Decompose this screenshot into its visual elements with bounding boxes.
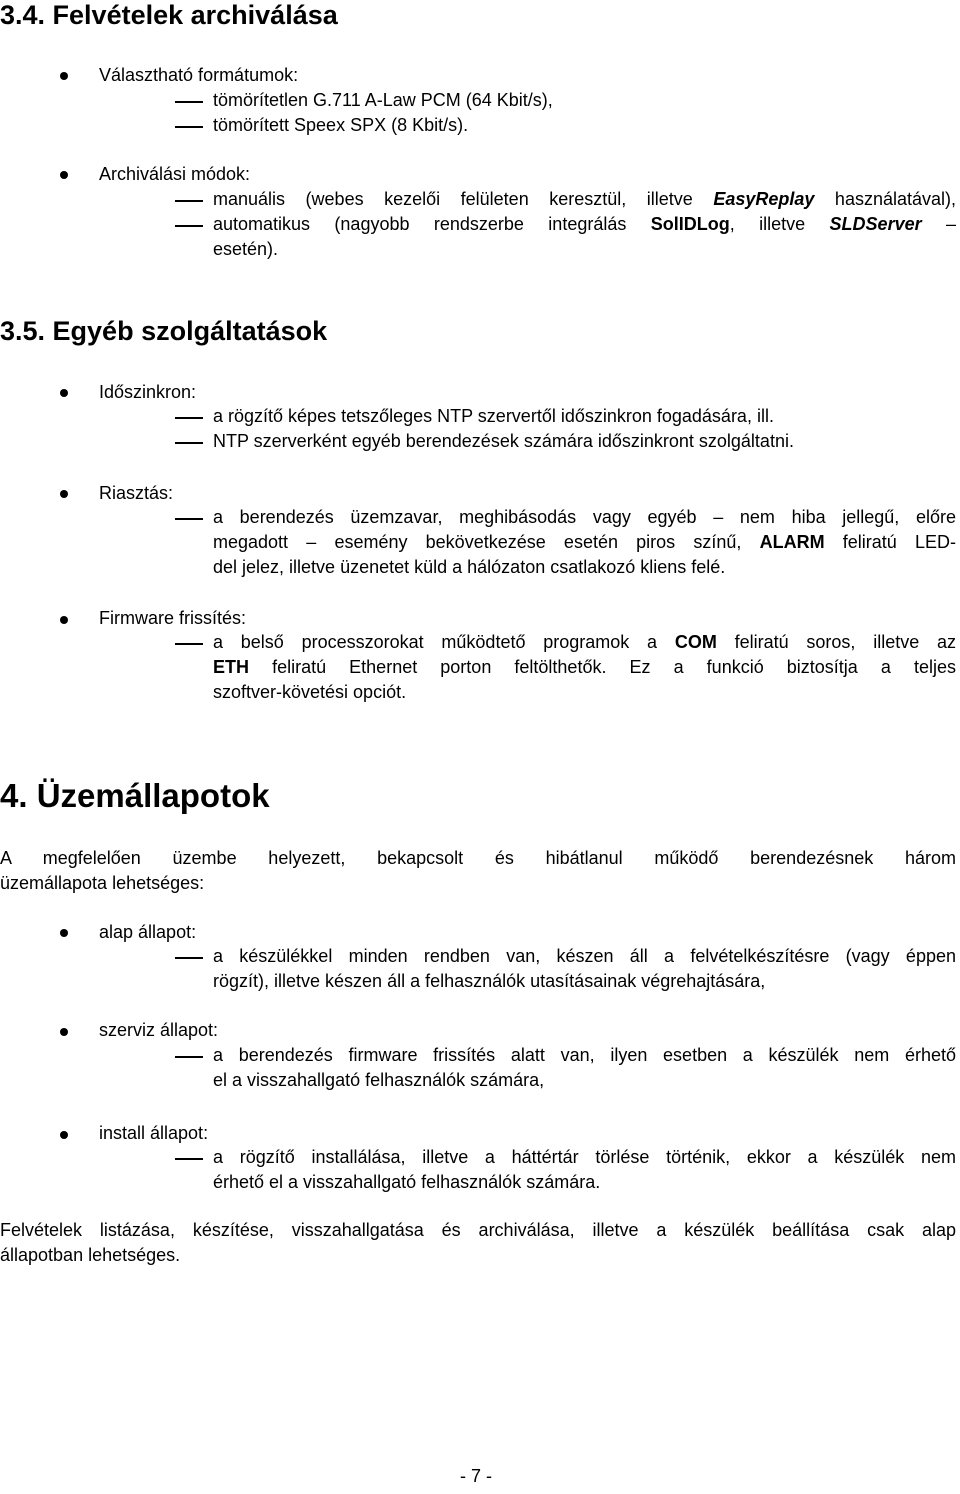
alarm-text-line: a berendezés üzemzavar, meghibásodás vagy egyéb – nem hiba jellegű, előre [213,507,956,527]
dash-icon [175,101,203,103]
install-state-label: install állapot: [99,1123,209,1143]
bullet-icon [60,171,68,179]
firmware-text-line: szoftver-követési opciót. [213,682,407,702]
dash-icon [175,417,203,419]
dash-icon [175,1056,203,1058]
basic-state-text: a készülékkel minden rendben van, készen áll a felvételkészítésre (vagy éppen [213,946,956,966]
firmware-label: Firmware frissítés: [99,608,247,628]
basic-state-text: rögzít), illetve készen áll a felhasználók utasításainak végrehajtására, [213,971,766,991]
install-state-text: érhető el a visszahallgató felhasználók számára. [213,1172,601,1192]
dash-icon [175,518,203,520]
section-4-heading: 4. Üzemállapotok [0,777,270,814]
outro-paragraph-cont: állapotban lehetséges. [0,1245,181,1265]
dash-icon [175,1158,203,1160]
format-item: tömörítetlen G.711 A-Law PCM (64 Kbit/s), [213,90,553,110]
format-item: tömörített Speex SPX (8 Kbit/s). [213,115,469,135]
service-state-text: el a visszahallgató felhasználók számára, [213,1070,545,1090]
basic-state-label: alap állapot: [99,922,197,942]
alarm-text-line: del jelez, illetve üzenetet küld a hálózaton csatlakozó kliens felé. [213,557,726,577]
dash-icon [175,643,203,645]
timesync-item: NTP szerverként egyéb berendezések számára időszinkront szolgáltatni. [213,431,794,451]
dash-icon [175,225,203,227]
bullet-icon [60,490,68,498]
install-state-text: a rögzítő installálása, illetve a háttértár törlése történik, ekkor a készülék nem [213,1147,956,1167]
intro-paragraph-cont: üzemállapota lehetséges: [0,873,205,893]
dash-icon [175,126,203,128]
bullet-icon [60,389,68,397]
bullet-icon [60,72,68,80]
bullet-icon [60,1131,68,1139]
outro-paragraph: Felvételek listázása, készítése, visszahallgatása és archiválása, illetve a készülék beállítása csak alap [0,1220,956,1240]
alarm-label: Riasztás: [99,483,174,503]
mode-automatic: automatikus (nagyobb rendszerbe integrálás SolIDLog, illetve SLDServer – [213,214,957,234]
timesync-item: a rögzítő képes tetszőleges NTP szervertől időszinkron fogadására, ill. [213,406,774,426]
firmware-text-line: ETH feliratú Ethernet porton feltölthetők. Ez a funkció biztosítja a teljes [213,657,956,677]
timesync-label: Időszinkron: [99,382,197,402]
firmware-text-line: a belső processzorokat működtető programok a COM feliratú soros, illetve az [213,632,957,652]
page-number: - 7 - [460,1466,493,1486]
mode-manual: manuális (webes kezelői felületen keresztül, illetve EasyReplay használatával), [213,189,956,209]
modes-label: Archiválási módok: [99,164,251,184]
intro-paragraph: A megfelelően üzembe helyezett, bekapcsolt és hibátlanul működő berendezésnek három [0,848,956,868]
bullet-icon [60,929,68,937]
service-state-text: a berendezés firmware frissítés alatt van, ilyen esetben a készülék nem érhető [213,1045,956,1065]
dash-icon [175,200,203,202]
alarm-text-line: megadott – esemény bekövetkezése esetén piros színű, ALARM feliratú LED- [213,532,956,552]
formats-label: Választható formátumok: [99,65,299,85]
section-3-4-heading: 3.4. Felvételek archiválása [0,0,338,30]
bullet-icon [60,1028,68,1036]
bullet-icon [60,616,68,624]
section-3-5-heading: 3.5. Egyéb szolgáltatások [0,316,328,346]
service-state-label: szerviz állapot: [99,1020,219,1040]
dash-icon [175,957,203,959]
mode-automatic-cont: esetén). [213,239,279,259]
dash-icon [175,442,203,444]
